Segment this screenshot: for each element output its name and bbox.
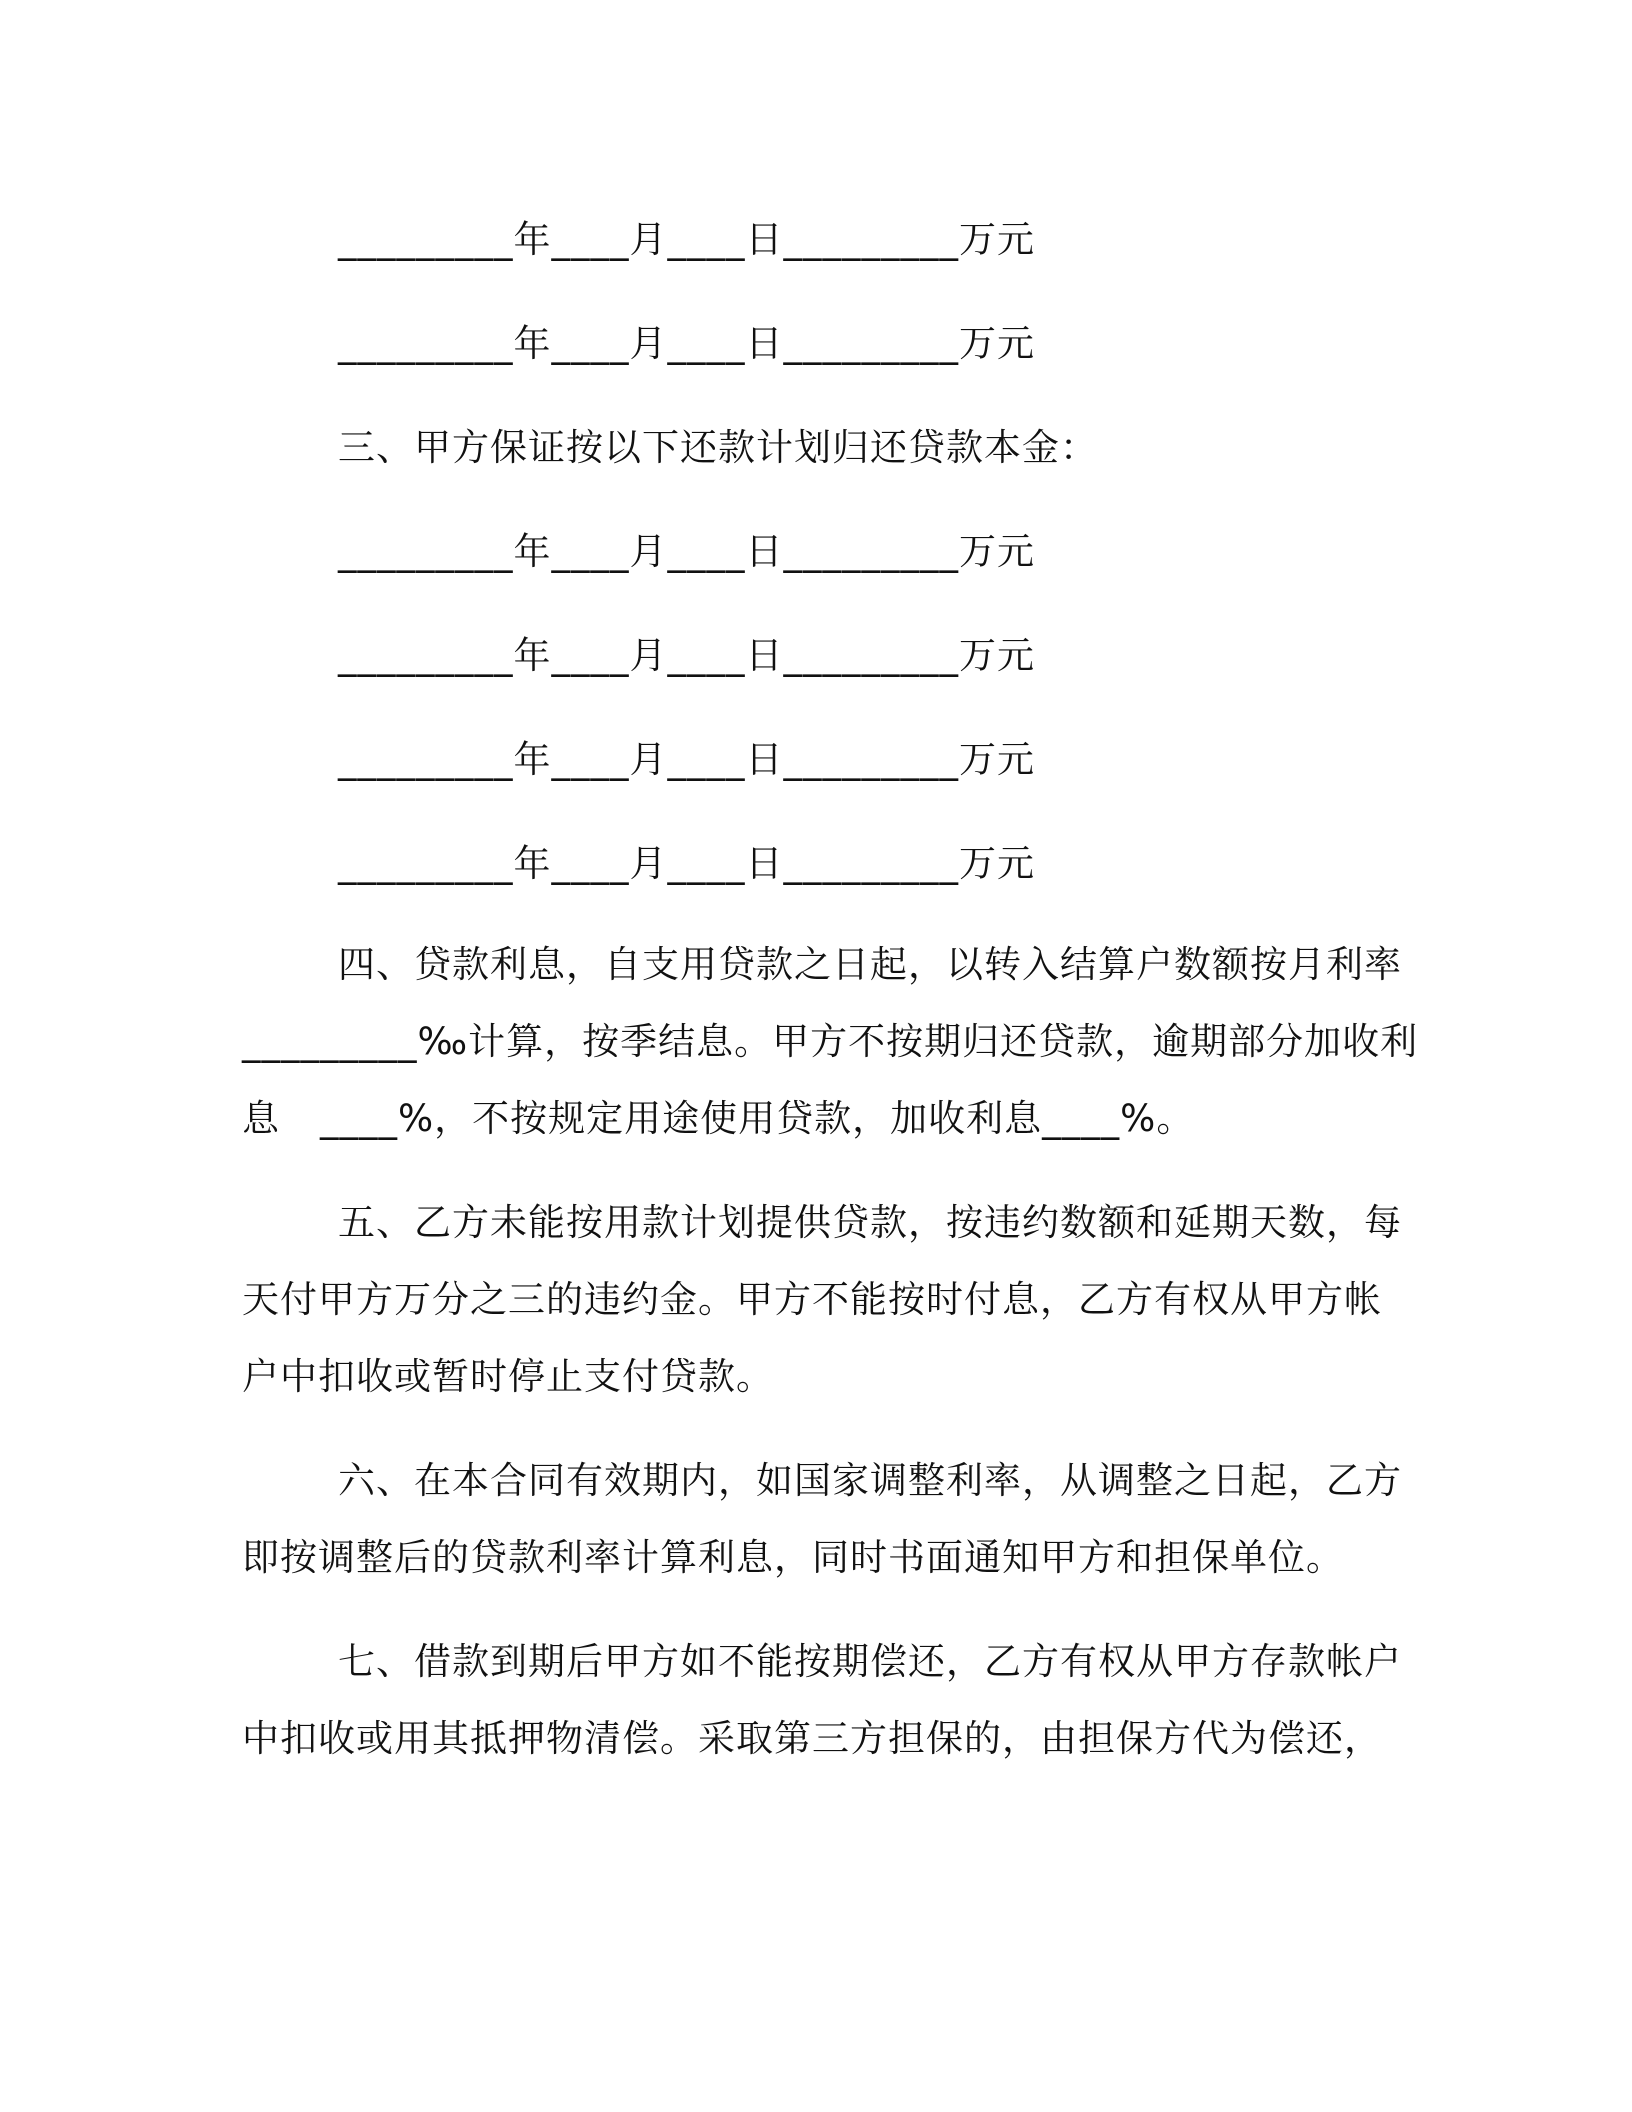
repayment-row: _________年____月____日_________万元 — [338, 322, 1035, 365]
repayment-row: _________年____月____日_________万元 — [338, 218, 1035, 261]
section-7-paragraph — [242, 1623, 1402, 1777]
paragraph-line-rest: ____%，不按规定用途使用贷款，加收利息____%。 — [320, 1097, 1195, 1140]
paragraph-line: 六、在本合同有效期内，如国家调整利率，从调整之日起，乙方 — [338, 1459, 1402, 1502]
paragraph-line — [242, 1080, 1392, 1157]
repayment-row: _________年____月____日_________万元 — [338, 634, 1035, 677]
paragraph-line: 中扣收或用其抵押物清偿。采取第三方担保的，由担保方代为偿还， — [242, 1717, 1382, 1760]
section-3-heading: 三、甲方保证按以下还款计划归还贷款本金： — [338, 426, 1098, 469]
paragraph-line: 五、乙方未能按用款计划提供贷款，按违约数额和延期天数，每 — [338, 1201, 1402, 1244]
document-body — [242, 188, 1419, 1804]
paragraph-line: 即按调整后的贷款利率计算利息，同时书面通知甲方和担保单位。 — [242, 1536, 1344, 1579]
paragraph-line: 天付甲方万分之三的违约金。甲方不能按时付息，乙方有权从甲方帐 — [242, 1278, 1382, 1321]
paragraph-line-prefix: 息 — [242, 1097, 280, 1140]
section-4-paragraph — [242, 926, 1419, 1157]
repayment-row: _________年____月____日_________万元 — [338, 530, 1035, 573]
paragraph-line: _________‰计算，按季结息。甲方不按期归还贷款，逾期部分加收利 — [242, 1020, 1419, 1063]
paragraph-line: 四、贷款利息，自支用贷款之日起，以转入结算户数额按月利率 — [338, 943, 1402, 986]
repayment-row: _________年____月____日_________万元 — [338, 738, 1035, 781]
paragraph-line: 七、借款到期后甲方如不能按期偿还，乙方有权从甲方存款帐户 — [338, 1640, 1402, 1683]
section-6-paragraph — [242, 1442, 1402, 1596]
paragraph-line: 户中扣收或暂时停止支付贷款。 — [242, 1355, 774, 1398]
repayment-row: _________年____月____日_________万元 — [338, 842, 1035, 885]
section-5-paragraph — [242, 1184, 1402, 1415]
